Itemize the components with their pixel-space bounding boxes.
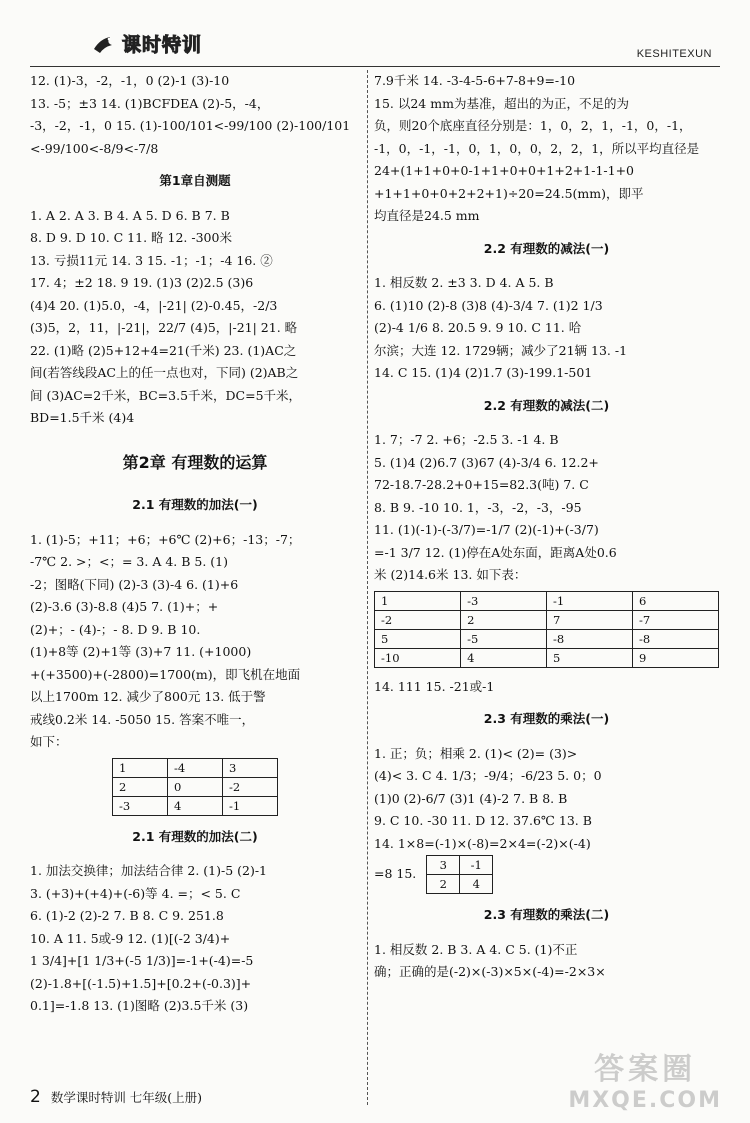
answer-line: (1)0 (2)-6/7 (3)1 (4)-2 7. B 8. B xyxy=(374,790,568,806)
section-title: 2.3 有理数的乘法(一) xyxy=(483,711,610,726)
answer-line: 1. 相反数 2. ±3 3. D 4. A 5. B xyxy=(374,275,554,290)
answer-line: 24+(1+1+0+0-1+1+0+0+1+2+1-1-1+0 xyxy=(374,163,635,178)
table-cell: 5 xyxy=(547,648,633,667)
answer-line: 间(若答线段AC上的任一点也对，下同) (2)AB之 xyxy=(30,365,299,380)
table-cell: -1 xyxy=(460,856,493,875)
answer-line: 5. (1)4 (2)6.7 (3)67 (4)-3/4 6. 12.2+ xyxy=(374,454,599,470)
table-row xyxy=(427,875,493,894)
answer-line: 72-18.7-28.2+0+15=82.3(吨) 7. C xyxy=(374,477,589,492)
answer-line: 间 (3)AC=2千米，BC=3.5千米，DC=5千米， xyxy=(30,387,302,403)
answer-line: =-1 3/7 12. (1)停在A处东面，距离A处0.6 xyxy=(374,544,617,560)
right-column xyxy=(374,70,719,984)
answer-line: 14. 1×8=(-1)×(-8)=2×4=(-2)×(-4) xyxy=(374,835,591,851)
table-row xyxy=(113,796,278,815)
answer-line: 13. 亏损11元 14. 3 15. -1；-1；-4 16. ② xyxy=(30,252,273,268)
table-cell: 4 xyxy=(461,648,547,667)
answer-line: +(+3500)+(-2800)=1700(m)，即飞机在地面 xyxy=(30,666,301,682)
inline-table-wrapper xyxy=(426,855,493,894)
table-cell: -1 xyxy=(547,591,633,610)
table-cell: -1 xyxy=(223,796,278,815)
section-title: 2.1 有理数的加法(二) xyxy=(132,828,258,844)
answer-line: 以上1700m 12. 减少了800元 13. 低于警 xyxy=(30,689,266,704)
section-title: 2.1 有理数的加法(一) xyxy=(132,497,258,512)
table-cell: -8 xyxy=(547,629,633,648)
table-cell: 2 xyxy=(461,610,547,629)
table-cell: 2 xyxy=(113,777,168,796)
answer-line: (4)4 20. (1)5.0，-4，|-21| (2)-0.45，-2/3 xyxy=(30,297,278,313)
table-cell: 0 xyxy=(168,777,223,796)
answer-line: 米 (2)14.6米 13. 如下表： xyxy=(374,567,527,582)
answer-line: 6. (1)-2 (2)-2 7. B 8. C 9. 251.8 xyxy=(30,908,224,923)
table-cell: 3 xyxy=(427,856,460,875)
page-footer xyxy=(30,1087,202,1107)
watermark-url: MXQE.COM xyxy=(568,1088,722,1113)
section-title: 2.2 有理数的减法(二) xyxy=(483,397,610,413)
answer-line: 戒线0.2米 14. -5050 15. 答案不唯一， xyxy=(30,711,255,727)
section-title: 2.2 有理数的减法(一) xyxy=(483,240,610,256)
left-column xyxy=(30,70,360,1018)
answer-line: 8. B 9. -10 10. 1，-3，-2，-3，-95 xyxy=(374,499,582,515)
header-rule xyxy=(30,66,720,67)
table-cell: 2 xyxy=(427,875,460,894)
table-cell: 9 xyxy=(633,648,719,667)
answer-line: (1)+8等 (2)+1等 (3)+7 11. (+1000) xyxy=(30,644,252,659)
table-cell: 7 xyxy=(547,610,633,629)
table-cell: 1 xyxy=(113,758,168,777)
section-title: 第1章自测题 xyxy=(159,173,231,188)
answer-table xyxy=(374,591,719,668)
answer-line: 均直径是24.5 mm xyxy=(374,208,480,223)
answer-line: 22. (1)略 (2)5+12+4=21(千米) 23. (1)AC之 xyxy=(30,342,297,358)
watermark xyxy=(568,1044,722,1113)
answer-line: 7.9千米 14. -3-4-5-6+7-8+9=-10 xyxy=(374,73,576,88)
answer-line: 1. 加法交换律；加法结合律 2. (1)-5 (2)-1 xyxy=(30,863,268,878)
bird-icon xyxy=(92,33,118,55)
table-cell: 3 xyxy=(223,758,278,777)
table-row xyxy=(375,591,719,610)
table-row xyxy=(375,648,719,667)
answer-line: 13. -5；±3 14. (1)BCFDEA (2)-5，-4， xyxy=(30,95,270,111)
header-code: KESHITEXUN xyxy=(636,48,712,60)
chapter-title: 第2章 有理数的运算 xyxy=(122,452,268,472)
answer-text: =8 15. xyxy=(374,866,417,881)
answer-line: (2)-4 1/6 8. 20.5 9. 9 10. C 11. 哈 xyxy=(374,320,582,335)
answer-line: 15. 以24 mm为基准，超出的为正，不足的为 xyxy=(374,95,629,111)
answer-line: <-99/100<-8/9<-7/8 xyxy=(30,140,159,156)
table-row xyxy=(427,856,493,875)
answer-line: 尔滨；大连 12. 1729辆；减少了21辆 13. -1 xyxy=(374,342,628,358)
table-cell: -3 xyxy=(461,591,547,610)
answer-line: BD=1.5千米 (4)4 xyxy=(30,410,135,425)
answer-line: 14. C 15. (1)4 (2)1.7 (3)-199.1-501 xyxy=(374,365,593,380)
answer-line: 10. A 11. 5或-9 12. (1)[(-2 3/4)+ xyxy=(30,930,231,946)
table-cell: -10 xyxy=(375,648,461,667)
product-table xyxy=(426,855,493,894)
answer-line: 1. 7；-7 2. +6；-2.5 3. -1 4. B xyxy=(374,432,559,447)
answer-line: -3，-2，-1，0 15. (1)-100/101<-99/100 (2)-100/101 xyxy=(30,118,351,133)
answer-line: -1，0，-1，-1，0，1，0，0，2，2，1，所以平均直径是 xyxy=(374,140,700,156)
table-cell: -5 xyxy=(461,629,547,648)
answer-line: (2)+；- (4)-；- 8. D 9. B 10. xyxy=(30,621,201,637)
answer-line: 6. (1)10 (2)-8 (3)8 (4)-3/4 7. (1)2 1/3 xyxy=(374,297,603,313)
answer-line: 1. 相反数 2. B 3. A 4. C 5. (1)不正 xyxy=(374,941,578,957)
answer-line: 1. 正；负；相乘 2. (1)< (2)= (3)> xyxy=(374,745,578,761)
answer-line: (3)5，2，11，|-21|，22/7 (4)5，|-21| 21. 略 xyxy=(30,320,298,335)
answer-line: +1+1+0+0+2+2+1)÷20=24.5(mm)，即平 xyxy=(374,185,644,201)
section-title: 2.3 有理数的乘法(二) xyxy=(483,907,610,922)
book-title: 数学课时特训 七年级(上册) xyxy=(50,1090,203,1105)
answer-line: 12. (1)-3，-2，-1，0 (2)-1 (3)-10 xyxy=(30,73,230,88)
answer-line: 14. 111 15. -21或-1 xyxy=(374,678,495,694)
page-number: 2 xyxy=(30,1087,41,1107)
answer-line: 3. (+3)+(+4)+(-6)等 4. =；< 5. C xyxy=(30,885,241,901)
answer-line: (4)< 3. C 4. 1/3；-9/4；-6/23 5. 0；0 xyxy=(374,768,602,783)
header-logo xyxy=(92,30,202,57)
table-row xyxy=(113,777,278,796)
answer-line: 1. A 2. A 3. B 4. A 5. D 6. B 7. B xyxy=(30,207,230,223)
answer-line: 9. C 10. -30 11. D 12. 37.6℃ 13. B xyxy=(374,813,592,828)
table-row xyxy=(375,629,719,648)
logo-text: 课时特训 xyxy=(122,34,203,56)
table-cell: -3 xyxy=(113,796,168,815)
table-cell: -2 xyxy=(223,777,278,796)
answer-line: 17. 4；±2 18. 9 19. (1)3 (2)2.5 (3)6 xyxy=(30,275,254,290)
table-cell: -2 xyxy=(375,610,461,629)
answer-line: 负，则20个底座直径分别是：1，0，2，1，-1，0，-1， xyxy=(374,118,692,133)
table-cell: 6 xyxy=(633,591,719,610)
table-cell: -7 xyxy=(633,610,719,629)
table-cell: -8 xyxy=(633,629,719,648)
table-cell: 1 xyxy=(375,591,461,610)
answer-line: (2)-1.8+[(-1.5)+1.5]+[0.2+(-0.3)]+ xyxy=(30,975,252,991)
answer-line: 如下： xyxy=(30,734,68,749)
answer-line: 1 3/4]+[1 1/3+(-5 1/3)]=-1+(-4)=-5 xyxy=(30,953,254,968)
table-row xyxy=(113,758,278,777)
answer-line: 11. (1)(-1)-(-3/7)=-1/7 (2)(-1)+(-3/7) xyxy=(374,522,599,537)
table-cell: 4 xyxy=(168,796,223,815)
table-cell: -4 xyxy=(168,758,223,777)
answer-line: 8. D 9. D 10. C 11. 略 12. -300米 xyxy=(30,230,232,245)
table-cell: 4 xyxy=(460,875,493,894)
answer-line: 确；正确的是(-2)×(-3)×5×(-4)=-2×3× xyxy=(374,964,606,979)
answer-line: -2；图略(下同) (2)-3 (3)-4 6. (1)+6 xyxy=(30,576,239,592)
answer-line: -7℃ 2. >；<；= 3. A 4. B 5. (1) xyxy=(30,554,228,569)
answer-line: 0.1]=-1.8 13. (1)图略 (2)3.5千米 (3) xyxy=(30,998,249,1013)
answer-line: 1. (1)-5；+11；+6；+6℃ (2)+6；-13；-7； xyxy=(30,531,301,547)
column-divider xyxy=(367,70,368,1105)
table-cell: 5 xyxy=(375,629,461,648)
table-row xyxy=(375,610,719,629)
answer-line xyxy=(374,855,719,894)
watermark-title: 答案圈 xyxy=(594,1052,697,1087)
magic-square-table xyxy=(112,758,278,816)
answer-line: (2)-3.6 (3)-8.8 (4)5 7. (1)+；+ xyxy=(30,599,219,614)
